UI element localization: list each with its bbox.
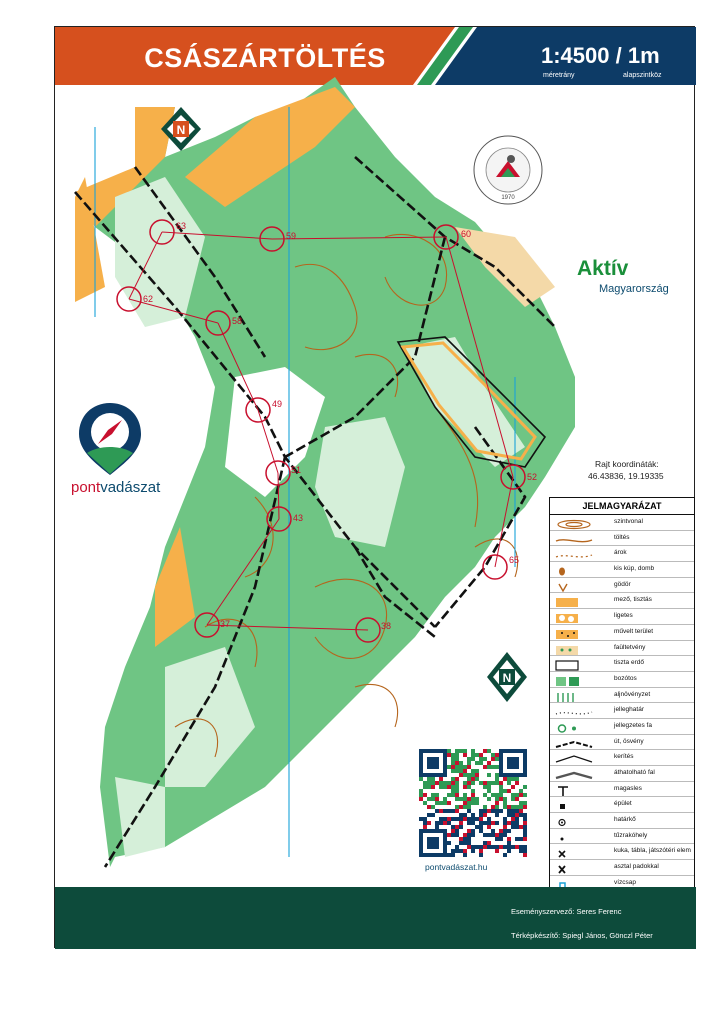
north-arrow-bottom — [487, 652, 527, 702]
legend-item — [550, 656, 694, 672]
legend-item — [550, 797, 694, 813]
pontvadaszat-wordmark: pontvadászat — [71, 479, 161, 496]
embankment-icon — [554, 533, 594, 544]
knoll-icon — [554, 564, 594, 575]
legend-item — [550, 625, 694, 641]
legend-item — [550, 735, 694, 751]
boundary-stone-icon — [554, 815, 594, 826]
legend-item-label: magasles — [614, 784, 642, 792]
control-label: 65 — [509, 555, 520, 565]
legend-item-label: jellegzetes fa — [614, 721, 652, 729]
legend-item — [550, 515, 694, 531]
forest-runnable-icon — [554, 658, 594, 669]
special-object-icon — [554, 846, 594, 857]
legend-item-label: ligetes — [614, 612, 633, 620]
vegetation-boundary-icon — [554, 705, 594, 716]
control-label: 43 — [293, 513, 304, 523]
legend-item — [550, 546, 694, 562]
orchard-icon — [554, 643, 594, 654]
legend-item-label: szintvonal — [614, 518, 643, 525]
contour-interval-label: alapszintköz — [623, 72, 662, 79]
control-label: 59 — [286, 231, 297, 241]
legend-item — [550, 766, 694, 782]
legend-item — [550, 593, 694, 609]
mtfsz-logo — [471, 133, 545, 207]
control-label: 58 — [232, 316, 243, 326]
map-sheet — [54, 26, 695, 948]
control-label: 63 — [176, 221, 187, 231]
legend-item-label: asztal padokkal — [614, 863, 659, 871]
high-seat-icon — [554, 784, 594, 795]
legend-item-label: faültetvény — [614, 643, 646, 651]
legend-item-label: épület — [614, 800, 632, 808]
control-label: 52 — [527, 472, 538, 482]
qr-url: pontvadászat.hu — [425, 862, 488, 872]
legend-item-label: tűzrakóhely — [614, 831, 648, 839]
scale-label: méretrány — [543, 72, 575, 79]
svg-text:1970: 1970 — [501, 195, 515, 201]
legend-item-label: művelt terület — [614, 627, 654, 635]
control-label: 60 — [461, 229, 472, 239]
legend-item — [550, 844, 694, 860]
legend-item-label: kerítés — [614, 753, 634, 761]
map-title: CSÁSZÁRTÖLTÉS — [144, 43, 386, 73]
legend-title: JELMAGYARÁZAT — [550, 498, 694, 515]
legend-item — [550, 578, 694, 594]
legend-item — [550, 750, 694, 766]
legend-item — [550, 609, 694, 625]
control-label: 37 — [220, 619, 231, 629]
qr-code[interactable] — [419, 749, 527, 857]
contour-lines-icon — [554, 517, 594, 528]
fireplace-icon — [554, 831, 594, 842]
start-coordinates-value: 46.43836, 19.19335 — [588, 471, 664, 481]
legend-item-label: út, ösvény — [614, 737, 644, 745]
legend-item — [550, 531, 694, 547]
start-coordinates-label: Rajt koordináták: — [595, 459, 659, 469]
map-scale: 1:4500 / 1m — [541, 43, 660, 68]
legend-item — [550, 813, 694, 829]
legend-item — [550, 719, 694, 735]
svg-text:N: N — [176, 123, 186, 137]
legend-item — [550, 782, 694, 798]
control-label: 51 — [291, 465, 302, 475]
map-legend — [549, 497, 695, 889]
legend-item-label: kuka, tábla, játszótéri elem — [614, 847, 691, 855]
legend-item-label: mező, tisztás — [614, 596, 652, 604]
control-label: 38 — [381, 621, 392, 631]
legend-item-label: vízcsap — [614, 878, 637, 886]
thicket-icon — [554, 674, 594, 685]
legend-item-label: bozótos — [614, 674, 637, 682]
legend-item — [550, 829, 694, 845]
organizer-credit: Eseményszervező: Seres Ferenc — [511, 907, 622, 916]
mapmaker-credit: Térképkészítő: Spiegl János, Gönczl Péter — [511, 931, 653, 940]
cultivated-land-icon — [554, 627, 594, 638]
special-tree-icon — [554, 721, 594, 732]
legend-item — [550, 703, 694, 719]
control-label: 62 — [143, 294, 154, 304]
table-benches-icon — [554, 862, 594, 873]
path-icon — [554, 737, 594, 748]
building-icon — [554, 799, 594, 810]
undergrowth-icon — [554, 690, 594, 701]
fence-icon — [554, 752, 594, 763]
open-land-icon — [554, 595, 594, 606]
legend-item — [550, 672, 694, 688]
legend-item — [550, 641, 694, 657]
legend-item-label: gödör — [614, 580, 631, 588]
legend-item-label: jelleghatár — [614, 706, 644, 714]
control-label: 49 — [272, 399, 283, 409]
aktiv-magyarorszag-logo — [577, 255, 677, 299]
ditch-icon — [554, 548, 594, 559]
legend-item-label: tiszta erdő — [614, 659, 644, 667]
passable-wall-icon — [554, 768, 594, 779]
pit-icon — [554, 580, 594, 591]
legend-item-label: áthatolható fal — [614, 769, 655, 776]
scattered-trees-icon — [554, 611, 594, 622]
footer — [55, 887, 696, 949]
aktiv-wordmark: Aktív — [577, 257, 629, 280]
legend-item — [550, 860, 694, 876]
legend-item-label: árok — [614, 549, 627, 557]
legend-item-label: kis kúp, domb — [614, 565, 655, 573]
aktiv-subtitle: Magyarország — [599, 283, 669, 295]
legend-item — [550, 562, 694, 578]
legend-item-label: aljnövényzet — [614, 690, 651, 698]
legend-item-label: határkő — [614, 816, 636, 824]
legend-item — [550, 688, 694, 704]
svg-text:N: N — [502, 671, 512, 685]
pontvadaszat-logo — [71, 401, 181, 501]
legend-item-label: töltés — [614, 533, 630, 541]
